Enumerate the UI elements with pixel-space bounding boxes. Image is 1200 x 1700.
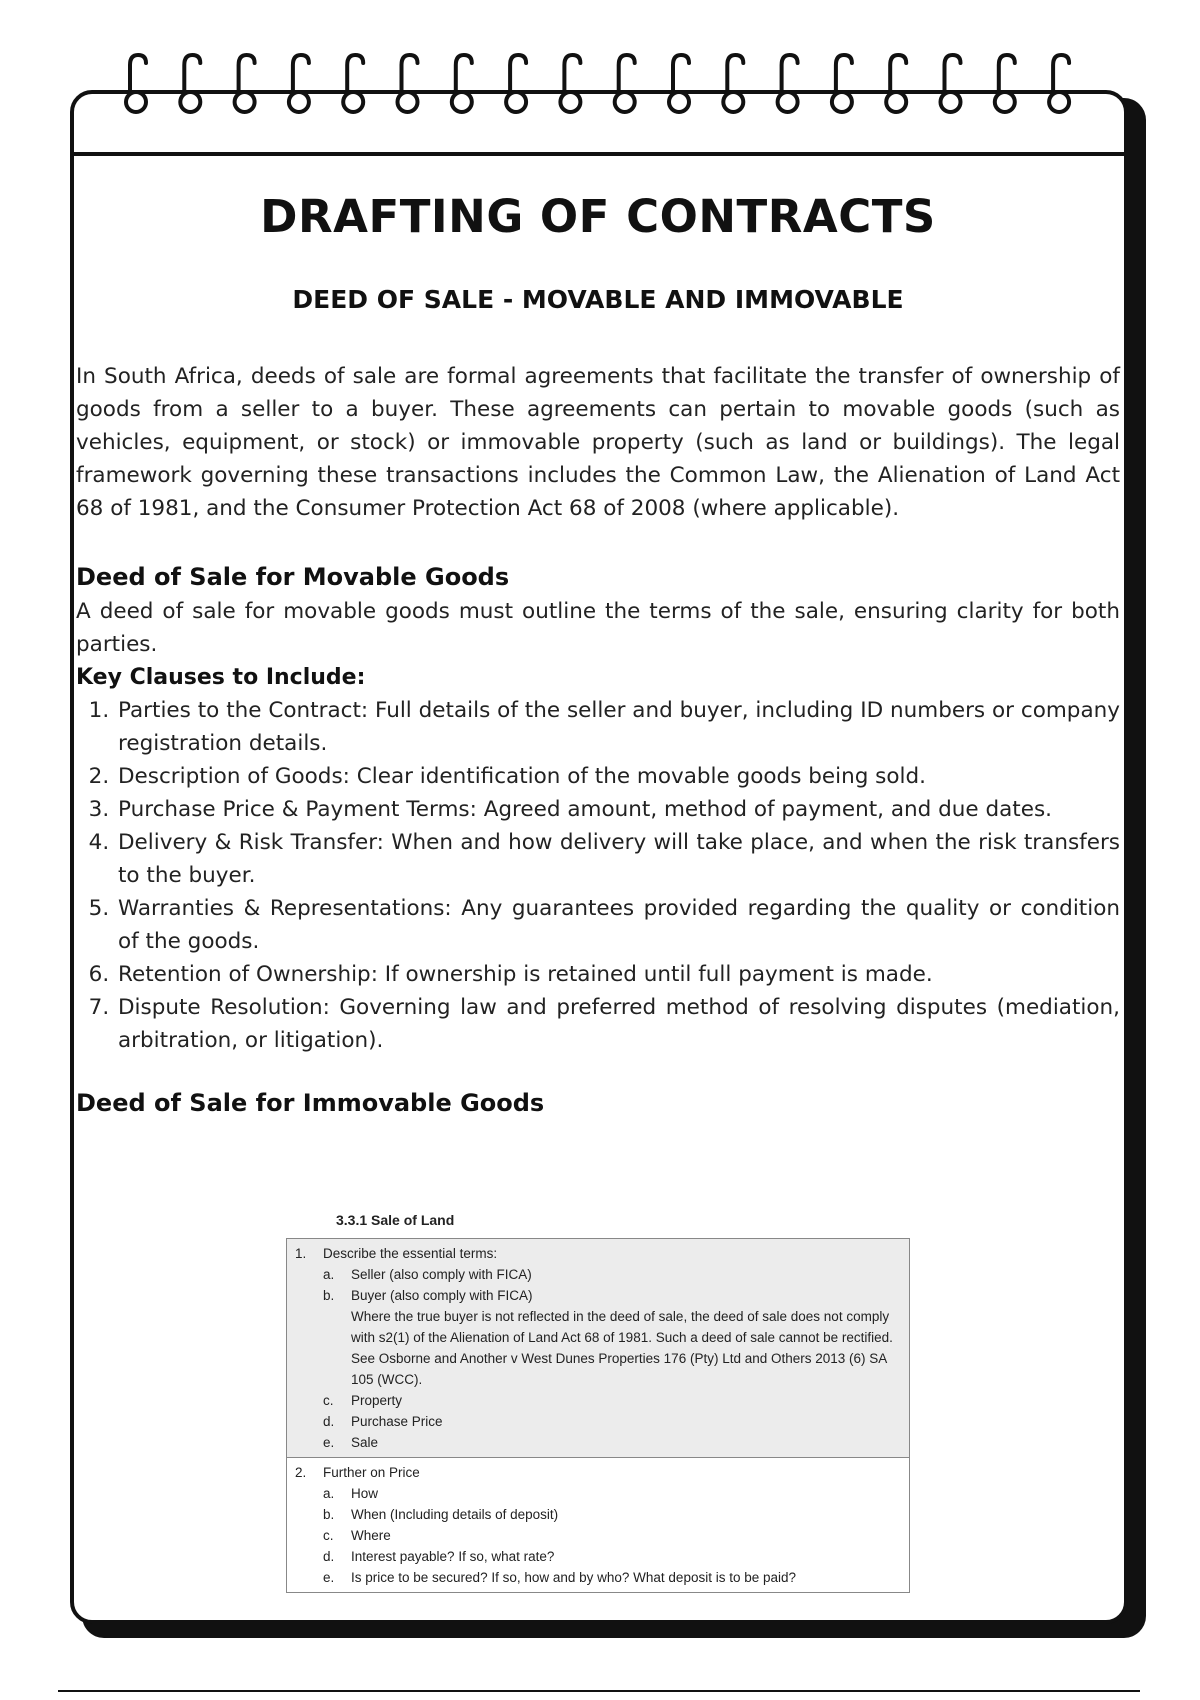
clauses-list [76,694,1120,1057]
item-letter: e. [323,1435,335,1450]
sale-of-land-excerpt [286,1212,910,1593]
excerpt-title: 3.3.1 Sale of Land [336,1212,455,1228]
section-number: 2. [295,1465,307,1480]
item-text: Property [351,1393,403,1408]
footer-divider [58,1690,1140,1692]
ring-hook [619,55,635,95]
item-letter: c. [323,1393,334,1408]
page-title: DRAFTING OF CONTRACTS [260,190,936,243]
item-text: When (Including details of deposit) [351,1507,559,1522]
excerpt-section-1 [287,1239,909,1458]
item-text: Purchase Price [351,1414,443,1429]
ring-hook [945,55,961,95]
item-letter: a. [323,1486,335,1501]
ring-hook [347,55,363,95]
ring-hook [1053,55,1069,95]
item-text: Seller (also comply with FICA) [351,1267,532,1282]
ring-hook [456,55,472,95]
intro-paragraph: In South Africa, deeds of sale are formal agreements that facilitate the transfer of ownership of goods from a seller to a buyer. These agreements can pertain to movable goods (such as vehicles, equipment, or stock) or immovable property (such as land or buildings). The legal framework governing these transactions includes the Common Law, the Alienation of Land Act 68 of 1981, and the Consumer Protection Act 68 of 2008 (where applicable). [76,364,1120,521]
list-item: 2. Description of Goods: Clear identification of the movable goods being sold. [116,760,1120,793]
ring-hook [239,55,255,95]
movable-lead: A deed of sale for movable goods must outline the terms of the sale, ensuring clarity for both parties. [76,599,1120,657]
list-item: 5. Warranties & Representations: Any guarantees provided regarding the quality or condition of the goods. [116,892,1120,958]
item-text: Where [351,1528,391,1543]
buyer-note: Where the true buyer is not reflected in the deed of sale, the deed of sale does not comply with s2(1) of the Alienation of Land Act 68 of 1981. Such a deed of sale cannot be rectified. See Osborne and Another v West Dunes Properties 176 (Pty) Ltd and Others 2013 (6) SA 105 (WCC). [351,1309,893,1387]
item-letter: b. [323,1288,335,1303]
key-clauses-label: Key Clauses to Include: [76,665,366,690]
item-letter: a. [323,1267,335,1282]
ring-hook [184,55,200,95]
list-item: 7. Dispute Resolution: Governing law and preferred method of resolving disputes (mediation, arbitration, or litigation). [116,991,1120,1057]
item-letter: d. [323,1414,335,1429]
list-item: 3. Purchase Price & Payment Terms: Agreed amount, method of payment, and due dates. [116,793,1120,826]
ring-hook [293,55,309,95]
ring-hook [727,55,743,95]
ring-hook [564,55,580,95]
page-subtitle: DEED OF SALE - MOVABLE AND IMMOVABLE [292,285,904,314]
item-text: Is price to be secured? If so, how and by who? What deposit is to be paid? [351,1570,797,1585]
immovable-heading: Deed of Sale for Immovable Goods [76,1089,545,1117]
list-item: 4. Delivery & Risk Transfer: When and how delivery will take place, and when the risk transfers to the buyer. [116,826,1120,892]
ring-hook [890,55,906,95]
ring-hook [130,55,146,95]
item-text: Buyer (also comply with FICA) [351,1288,533,1303]
ring-hook [673,55,689,95]
ring-hook [402,55,418,95]
item-text: Interest payable? If so, what rate? [351,1549,555,1564]
excerpt-section-2 [287,1458,909,1592]
section-text: Further on Price [323,1465,420,1480]
item-letter: d. [323,1549,335,1564]
ring-hook [510,55,526,95]
section-number: 1. [295,1246,307,1261]
notebook-header-band [74,94,1124,156]
section-text: Describe the essential terms: [323,1246,498,1261]
ring-hook [836,55,852,95]
ring-hook [999,55,1015,95]
list-item: 6. Retention of Ownership: If ownership is retained until full payment is made. [116,958,1120,991]
ring-hook [782,55,798,95]
item-letter: c. [323,1528,334,1543]
item-text: Sale [351,1435,379,1450]
item-letter: b. [323,1507,335,1522]
item-letter: e. [323,1570,335,1585]
list-item: 1. Parties to the Contract: Full details of the seller and buyer, including ID numbers or company registration details. [116,694,1120,760]
document-body [76,190,1120,1119]
excerpt-table [286,1238,910,1593]
item-text: How [351,1486,379,1501]
movable-heading: Deed of Sale for Movable Goods [76,563,510,591]
